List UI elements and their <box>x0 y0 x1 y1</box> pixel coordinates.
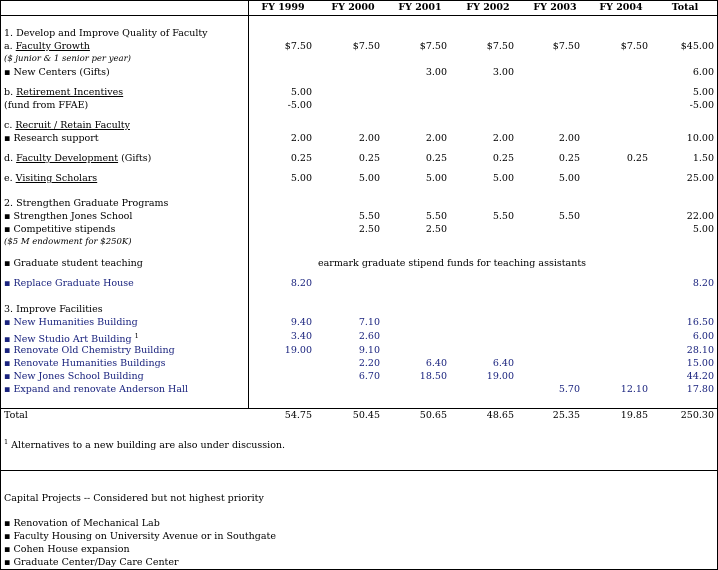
cell-value: $45.00 <box>680 41 714 52</box>
row-faculty-growth: a. Faculty Growth $7.50 $7.50 $7.50 $7.50 $7.50 $7.50 $45.00 <box>4 41 714 52</box>
cell-value: 3.00 <box>425 67 447 78</box>
cell-value: 2.00 <box>558 133 580 144</box>
cell-value: 3.00 <box>492 67 514 78</box>
cell-value: 2.60 <box>358 331 380 342</box>
row-jones-school: ▪ Strengthen Jones School 5.50 5.50 5.50 5.50 22.00 <box>4 211 714 222</box>
section-heading: 3. Improve Facilities <box>4 304 103 315</box>
capital-item: ▪ Renovation of Mechanical Lab <box>4 518 160 529</box>
cell-value: 50.45 <box>352 410 380 421</box>
row-total: Total 54.75 50.45 50.65 48.65 25.35 19.85 250.30 <box>4 410 714 421</box>
section-heading: 1. Develop and Improve Quality of Faculty <box>4 28 208 39</box>
cell-value: 28.10 <box>686 345 714 356</box>
col-header: FY 2002 <box>466 2 510 13</box>
row-grad-teaching: ▪ Graduate student teaching earmark graduate stipend funds for teaching assistants <box>4 258 587 269</box>
cell-value: 0.25 <box>425 153 447 164</box>
col-header: Total <box>671 2 699 13</box>
cell-value: 6.00 <box>692 67 714 78</box>
cell-value: 25.00 <box>686 173 714 184</box>
cell-value: $7.50 <box>352 41 380 52</box>
cell-value: 2.50 <box>425 224 447 235</box>
cell-value: $7.50 <box>419 41 447 52</box>
cell-value: 17.80 <box>686 384 714 395</box>
cell-value: 16.50 <box>686 317 714 328</box>
cell-value: 6.00 <box>692 331 714 342</box>
row-studio-art: ▪ New Studio Art Building $^1$ 3.40 2.60 6.00 <box>4 331 714 346</box>
cell-value: 3.40 <box>290 331 312 342</box>
row-renovate-humanities: ▪ Renovate Humanities Buildings 2.20 6.40 6.40 15.00 <box>4 358 714 369</box>
cell-value: 5.70 <box>558 384 580 395</box>
header-row <box>0 1 718 14</box>
col-header: FY 1999 <box>261 2 305 13</box>
cell-value: 50.65 <box>419 410 447 421</box>
cell-value: 48.65 <box>486 410 514 421</box>
row-recruit-heading: c. Recruit / Retain Faculty <box>4 120 130 131</box>
cell-value: 2.20 <box>358 358 380 369</box>
cell-value: $7.50 <box>552 41 580 52</box>
cell-value: 10.00 <box>686 133 714 144</box>
cell-value: 5.00 <box>358 173 380 184</box>
cell-value: 25.35 <box>552 410 580 421</box>
cell-value: 2.00 <box>358 133 380 144</box>
row-ffae: (fund from FFAE) -5.00 -5.00 <box>4 100 714 111</box>
cell-value: 5.00 <box>290 173 312 184</box>
earmark-note: earmark graduate stipend funds for teaching assistants <box>318 258 587 269</box>
row-note: ($ junior & 1 senior per year) <box>4 54 131 64</box>
col-header: FY 2001 <box>398 2 442 13</box>
row-stipends: ▪ Competitive stipends 2.50 2.50 5.00 <box>4 224 714 235</box>
row-retirement: b. Retirement Incentives 5.00 5.00 <box>4 87 714 98</box>
cell-value: -5.00 <box>689 100 714 111</box>
col-header: FY 2004 <box>599 2 643 13</box>
cell-value: 5.50 <box>492 211 514 222</box>
cell-value: 250.30 <box>680 410 714 421</box>
cell-value: 5.00 <box>492 173 514 184</box>
cell-value: 12.10 <box>620 384 648 395</box>
cell-value: 0.25 <box>492 153 514 164</box>
capital-item: ▪ Graduate Center/Day Care Center <box>4 557 179 568</box>
cell-value: 2.00 <box>492 133 514 144</box>
cell-value: 0.25 <box>358 153 380 164</box>
cell-value: 8.20 <box>692 278 714 289</box>
cell-value: 18.50 <box>419 371 447 382</box>
row-note: ($5 M endowment for $250K) <box>4 237 132 247</box>
cell-value: 19.85 <box>620 410 648 421</box>
cell-value: 7.10 <box>358 317 380 328</box>
section-heading: 2. Strengthen Graduate Programs <box>4 198 169 209</box>
cell-value: 54.75 <box>284 410 312 421</box>
cell-value: 5.00 <box>692 87 714 98</box>
cell-value: $7.50 <box>284 41 312 52</box>
cell-value: 9.10 <box>358 345 380 356</box>
cell-value: 0.25 <box>290 153 312 164</box>
row-jones-building: ▪ New Jones School Building 6.70 18.50 19.00 44.20 <box>4 371 714 382</box>
header-rule <box>0 15 718 16</box>
cell-value: 2.00 <box>425 133 447 144</box>
capital-rule <box>0 470 718 471</box>
cell-value: 5.00 <box>425 173 447 184</box>
cell-value: 6.40 <box>425 358 447 369</box>
cell-value: $7.50 <box>486 41 514 52</box>
cell-value: 6.70 <box>358 371 380 382</box>
row-grad-house: ▪ Replace Graduate House 8.20 8.20 <box>4 278 714 289</box>
cell-value: 15.00 <box>686 358 714 369</box>
row-new-centers: ▪ New Centers (Gifts) 3.00 3.00 6.00 <box>4 67 714 78</box>
cell-value: 19.00 <box>284 345 312 356</box>
cell-value: 5.50 <box>425 211 447 222</box>
cell-value: 5.00 <box>692 224 714 235</box>
cell-value: 5.50 <box>358 211 380 222</box>
row-research: ▪ Research support 2.00 2.00 2.00 2.00 2.00 10.00 <box>4 133 714 144</box>
capital-item: ▪ Cohen House expansion <box>4 544 130 555</box>
cell-value: 22.00 <box>686 211 714 222</box>
col-header: FY 2000 <box>331 2 375 13</box>
cell-value: 1.50 <box>692 153 714 164</box>
row-anderson-hall: ▪ Expand and renovate Anderson Hall 5.70 12.10 17.80 <box>4 384 714 395</box>
col-header: FY 2003 <box>533 2 577 13</box>
cell-value: 9.40 <box>290 317 312 328</box>
row-old-chemistry: ▪ Renovate Old Chemistry Building 19.00 9.10 28.10 <box>4 345 714 356</box>
cell-value: 0.25 <box>626 153 648 164</box>
cell-value: 5.00 <box>558 173 580 184</box>
cell-value: 44.20 <box>686 371 714 382</box>
row-humanities: ▪ New Humanities Building 9.40 7.10 16.50 <box>4 317 714 328</box>
cell-value: 0.25 <box>558 153 580 164</box>
cell-value: 5.00 <box>290 87 312 98</box>
cell-value: -5.00 <box>287 100 312 111</box>
cell-value: 2.50 <box>358 224 380 235</box>
cell-value: 5.50 <box>558 211 580 222</box>
cell-value: 2.00 <box>290 133 312 144</box>
cell-value: 19.00 <box>486 371 514 382</box>
capital-title: Capital Projects -- Considered but not highest priority <box>4 493 264 504</box>
row-faculty-development: d. Faculty Development (Gifts) 0.25 0.25 0.25 0.25 0.25 0.25 1.50 <box>4 153 714 164</box>
cell-value: 8.20 <box>290 278 312 289</box>
capital-item: ▪ Faculty Housing on University Avenue or in Southgate <box>4 531 276 542</box>
footnote: $^1$ Alternatives to a new building are also under discussion. <box>4 438 286 452</box>
cell-value: $7.50 <box>620 41 648 52</box>
cell-value: 6.40 <box>492 358 514 369</box>
row-visiting-scholars: e. Visiting Scholars 5.00 5.00 5.00 5.00 5.00 25.00 <box>4 173 714 184</box>
